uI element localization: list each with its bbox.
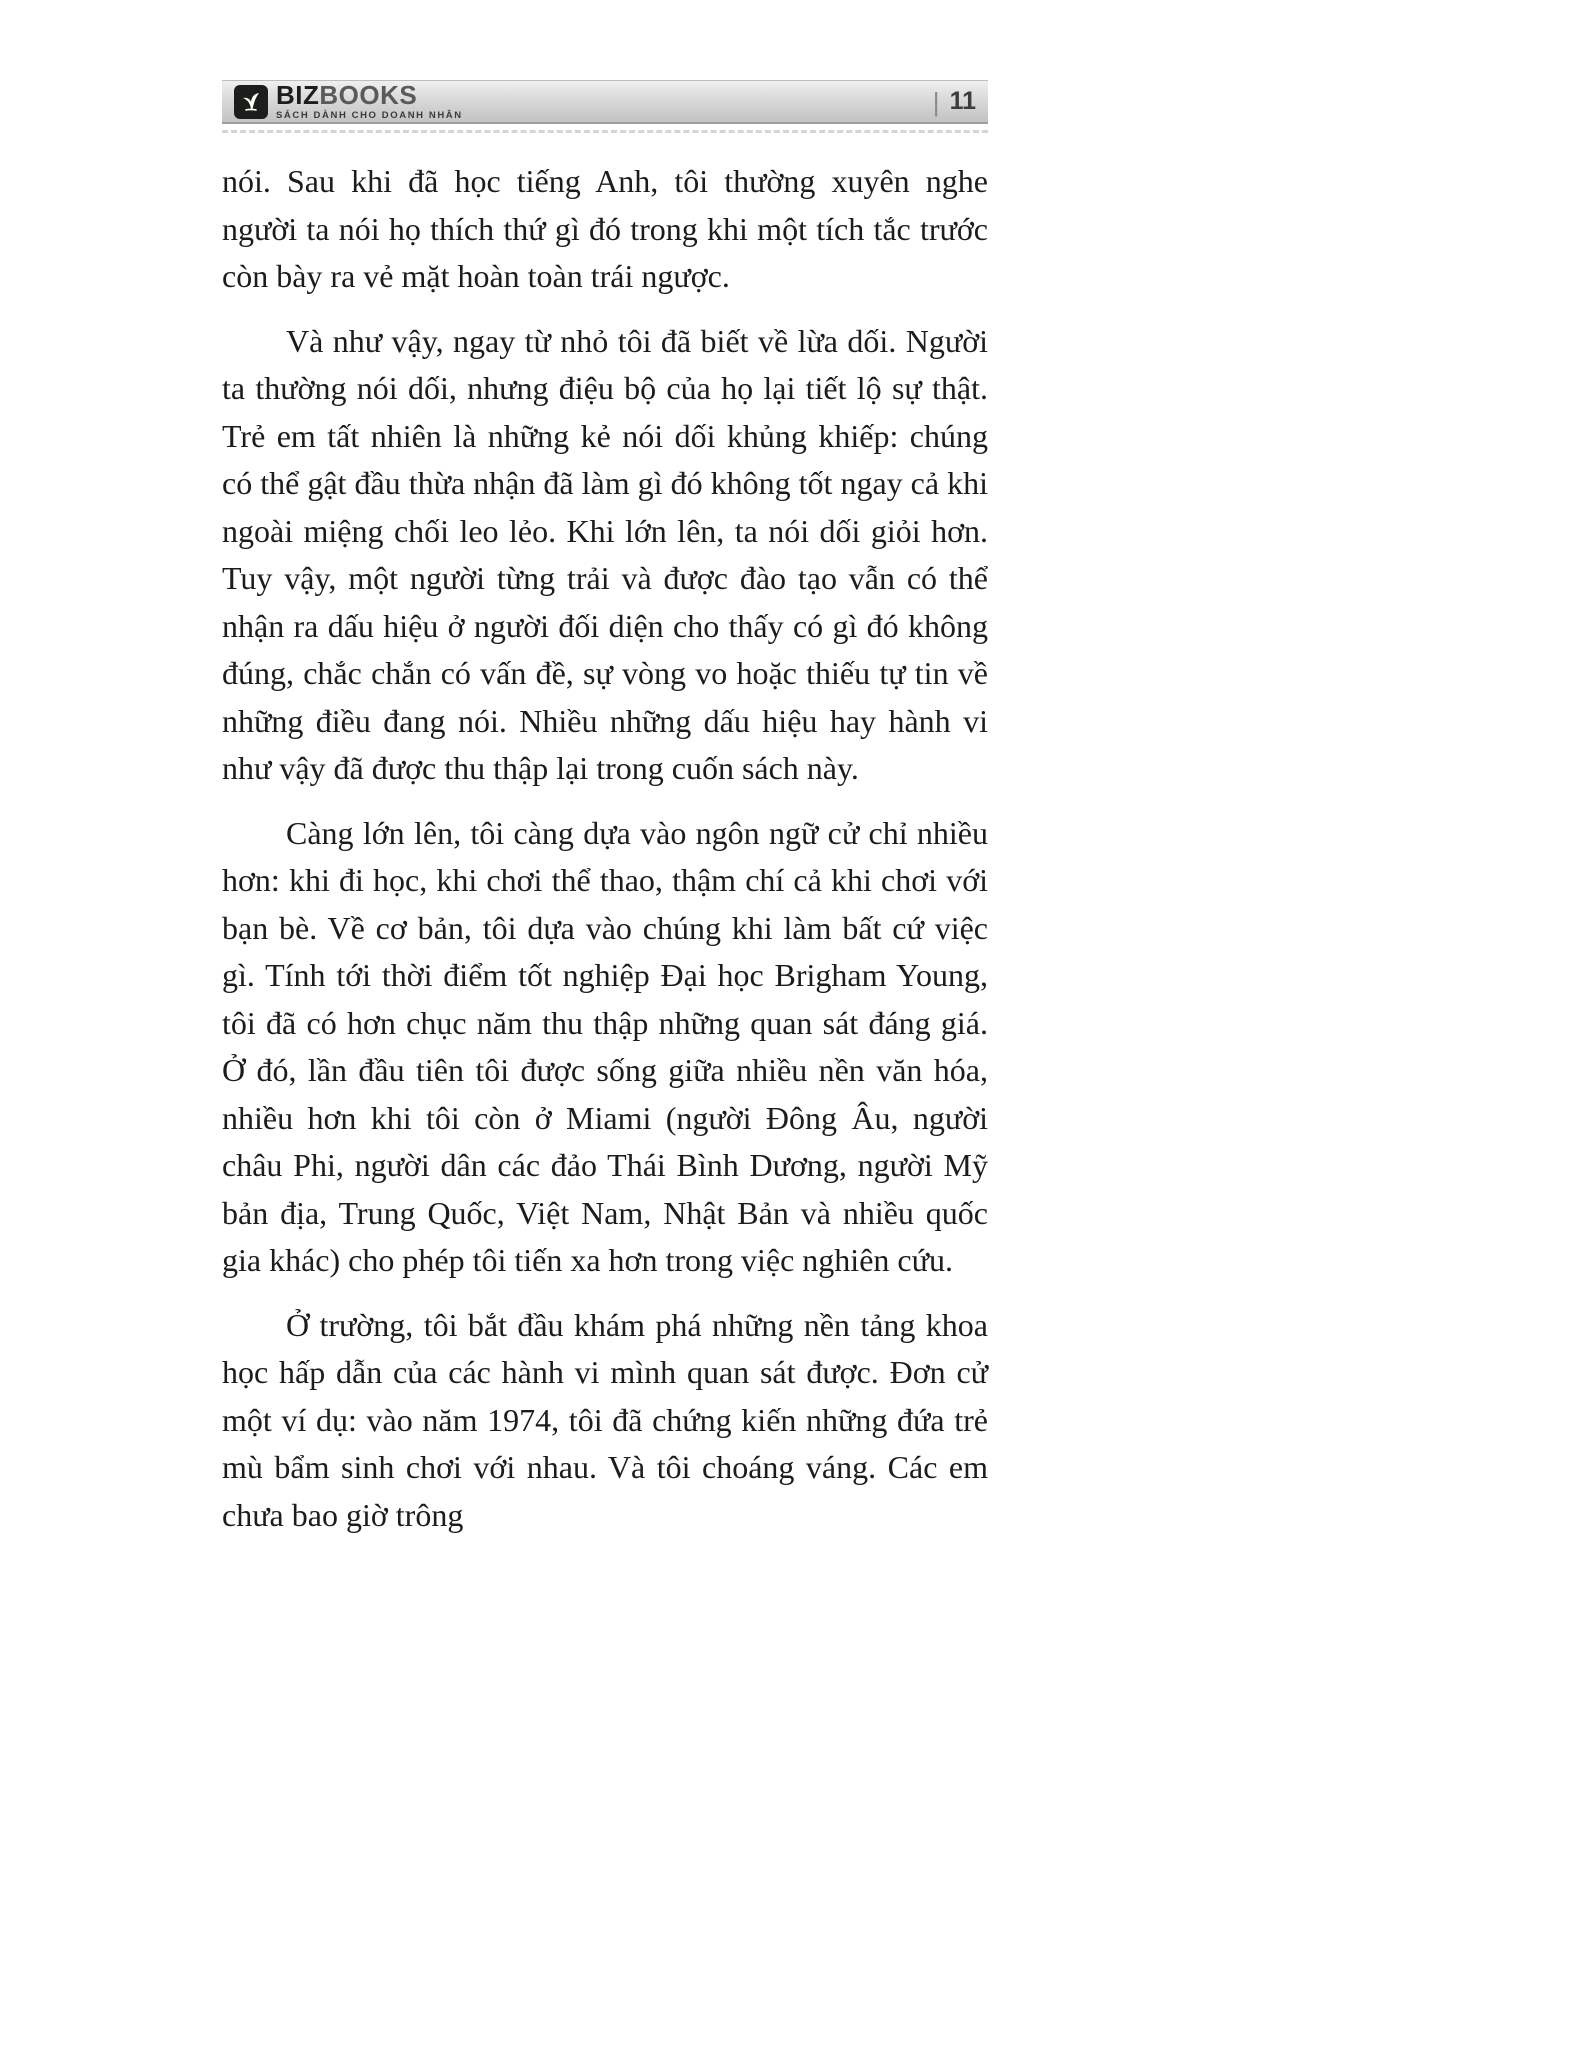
page-number: 11 — [949, 87, 976, 115]
body-text — [222, 158, 988, 1539]
logo-books: BOOKS — [319, 80, 418, 111]
header-perforation-divider — [222, 130, 988, 133]
body-paragraph: nói. Sau khi đã học tiếng Anh, tôi thường xuyên nghe người ta nói họ thích thứ gì đó trong khi một tích tắc trước còn bày ra vẻ mặt hoàn toàn trái ngược. — [222, 163, 988, 294]
page-header — [222, 80, 988, 124]
logo-tagline: SÁCH DÀNH CHO DOANH NHÂN — [276, 110, 463, 122]
body-paragraph: Ở trường, tôi bắt đầu khám phá những nền tảng khoa học hấp dẫn của các hành vi mình quan sát được. Đơn cử một ví dụ: vào năm 1974, tôi đã chứng kiến những đứa trẻ mù bẩm sinh chơi với nhau. Và tôi choáng váng. Các em chưa bao giờ trông — [222, 1306, 988, 1533]
page-number-block — [932, 86, 976, 117]
bizbooks-logo-icon — [234, 85, 268, 119]
page-number-separator: | — [932, 86, 940, 117]
body-paragraph: Và như vậy, ngay từ nhỏ tôi đã biết về lừa dối. Người ta thường nói dối, nhưng điệu bộ của họ lại tiết lộ sự thật. Trẻ em tất nhiên là những kẻ nói dối khủng khiếp: chúng có thể gật đầu thừa nhận đã làm gì đó không tốt ngay cả khi ngoài miệng chối leo lẻo. Khi lớn lên, ta nói dối giỏi hơn. Tuy vậy, một người từng trải và được đào tạo vẫn có thể nhận ra dấu hiệu ở người đối diện cho thấy có gì đó không đúng, chắc chắn có vấn đề, sự vòng vo hoặc thiếu tự tin về những điều đang nói. Nhiều những dấu hiệu hay hành vi như vậy đã được thu thập lại trong cuốn sách này. — [222, 322, 988, 786]
bizbooks-wordmark — [276, 80, 463, 111]
bizbooks-logo — [234, 82, 463, 121]
bizbooks-logo-text — [276, 82, 463, 121]
body-paragraph: Càng lớn lên, tôi càng dựa vào ngôn ngữ cử chỉ nhiều hơn: khi đi học, khi chơi thể thao, thậm chí cả khi chơi với bạn bè. Về cơ bản, tôi dựa vào chúng khi làm bất cứ việc gì. Tính tới thời điểm tốt nghiệp Đại học Brigham Young, tôi đã có hơn chục năm thu thập những quan sát đáng giá. Ở đó, lần đầu tiên tôi được sống giữa nhiều nền văn hóa, nhiều hơn khi tôi còn ở Miami (người Đông Âu, người châu Phi, người dân các đảo Thái Bình Dương, người Mỹ bản địa, Trung Quốc, Việt Nam, Nhật Bản và nhiều quốc gia khác) cho phép tôi tiến xa hơn trong việc nghiên cứu. — [222, 814, 988, 1278]
logo-biz: BIZ — [276, 80, 320, 111]
